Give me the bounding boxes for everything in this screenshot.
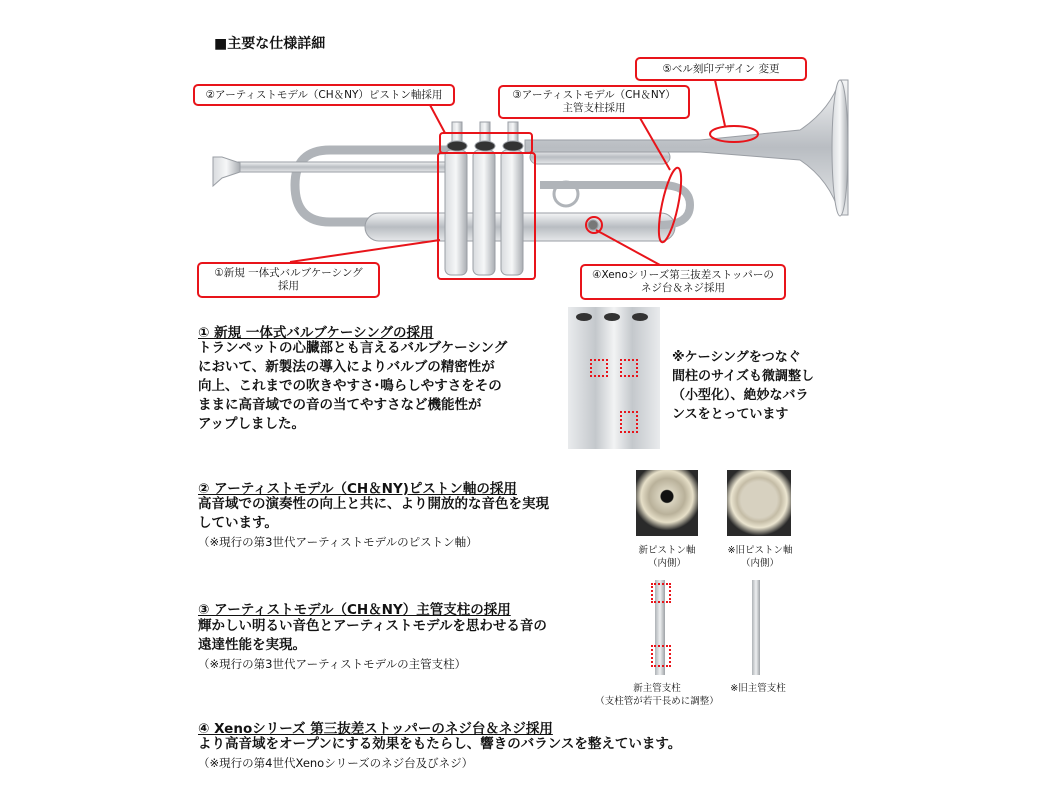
note-line: ※ケーシングをつなぐ (672, 350, 801, 365)
casing-highlight (437, 152, 536, 280)
new-brace-highlight-top (651, 583, 671, 603)
body-line: 向上、これまでの吹きやすさ･鳴らしやすさをその (198, 378, 502, 394)
old-piston-photo (727, 470, 791, 536)
new-brace-highlight-bottom (651, 645, 671, 667)
section-2-body (198, 495, 549, 533)
callout-text: ⑤ベル刻印デザイン 変更 (662, 62, 780, 75)
new-brace-caption (595, 682, 719, 708)
caption-line: （内側） (647, 558, 687, 569)
callout-text: ネジ台＆ネジ採用 (641, 282, 725, 294)
body-line: トランペットの心臓部とも言えるバルブケーシング (198, 340, 508, 356)
piston-highlight (439, 132, 533, 154)
body-line: 輝かしい明るい音色とアーティストモデルを思わせる音の (198, 618, 547, 634)
caption-line: （内側） (740, 558, 779, 569)
new-piston-photo (636, 470, 698, 536)
callout-text: 主管支柱採用 (562, 102, 626, 114)
section-4-note: （※現行の第4世代Xenoシリーズのネジ台及びネジ） (198, 756, 474, 770)
callout-piston (193, 84, 455, 106)
old-piston-caption (728, 544, 793, 570)
callout-text: ④Xenoシリーズ第三抜差ストッパーの (592, 269, 774, 281)
caption-line: （支柱管が若干長めに調整） (595, 696, 719, 707)
body-line: 遠達性能を実現。 (198, 637, 306, 653)
caption-line: 新ピストン軸 (638, 545, 696, 556)
body-line: より高音域をオープンにする効果をもたらし、響きのバランスを整えています。 (198, 736, 682, 752)
body-line: アップしました。 (198, 416, 306, 432)
callout-bell (635, 57, 807, 81)
caption-line: 新主管支柱 (633, 683, 681, 694)
caption-line: ※旧ピストン軸 (727, 545, 793, 556)
old-brace-caption (730, 682, 785, 695)
section-4-heading: ④ Xenoシリーズ 第三抜差ストッパーのネジ台＆ネジ採用 (198, 721, 553, 737)
callout-stopper (580, 264, 786, 300)
section-2-heading: ② アーティストモデル（CH＆NY)ピストン軸の採用 (198, 481, 517, 497)
section-3-heading: ③ アーティストモデル（CH＆NY）主管支柱の採用 (198, 602, 511, 618)
brace-highlight (654, 166, 685, 244)
body-line: しています。 (198, 515, 278, 531)
new-piston-caption (638, 544, 695, 570)
section-3-body (198, 617, 547, 655)
valve-casing-photo (568, 307, 660, 449)
section-2-note: （※現行の第3世代アーティストモデルのピストン軸） (198, 535, 478, 549)
note-line: 間柱のサイズも微調整し (672, 369, 814, 384)
callout-text: ①新規 一体式バルブケーシング (214, 267, 363, 279)
callout-brace (498, 85, 690, 119)
callout-text: 採用 (278, 280, 299, 292)
callout-text: ②アーティストモデル（CH＆NY）ピストン軸採用 (205, 88, 443, 101)
callout-casing (197, 262, 380, 298)
caption-line: ※旧主管支柱 (730, 683, 786, 694)
section-4-body (198, 735, 681, 754)
note-line: ンスをとっています (672, 407, 789, 422)
old-brace-photo (752, 580, 760, 675)
callout-text: ③アーティストモデル（CH＆NY） (512, 89, 676, 101)
note-line: （小型化）、絶妙なバラ (672, 388, 809, 403)
body-line: ままに高音域での音の当てやすさなど機能性が (198, 397, 482, 413)
body-line: において、新製法の導入によりバルブの精密性が (198, 359, 495, 375)
section-3-note: （※現行の第3世代アーティストモデルの主管支柱） (198, 657, 467, 671)
section-1-side-note (672, 348, 814, 424)
page-title: ■主要な仕様詳細 (214, 36, 326, 52)
section-1-heading: ① 新規 一体式バルブケーシングの採用 (198, 325, 434, 341)
section-1-body (198, 339, 507, 434)
body-line: 高音域での演奏性の向上と共に、より開放的な音色を実現 (198, 496, 549, 512)
